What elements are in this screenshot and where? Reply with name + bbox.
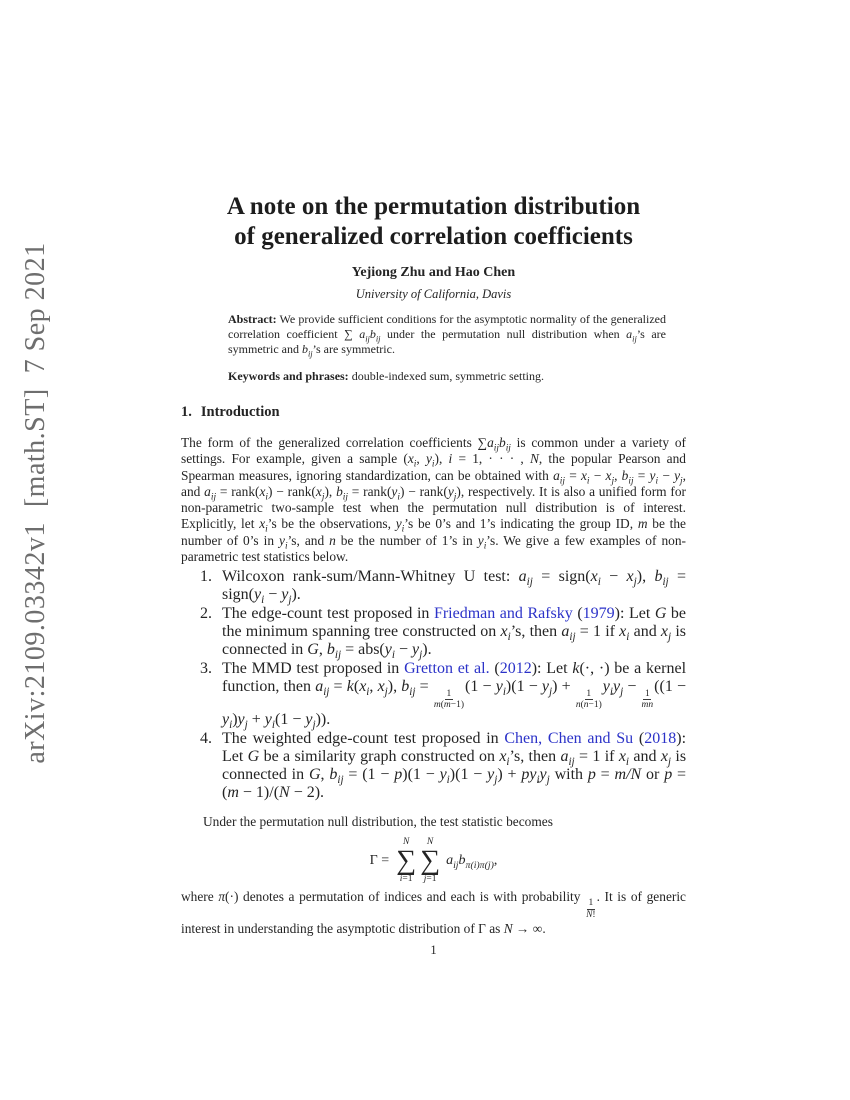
abstract-text: We provide sufficient conditions for the asymptotic normality of the generalized correlation coefficient ∑ $a_{ij}b_{ij}$ under the permutation null distribution when $a_{ij}’s$ are symmetric and $b_{ij}’s$ are symmetric. [228,312,667,359]
section-number: 1. [181,404,192,420]
section-title: Introduction [200,404,280,420]
section-heading [181,404,686,421]
list-item-1 [181,568,687,607]
paper-title [181,192,686,252]
citation-link[interactable]: 2012 [499,660,532,678]
sum-lower-limit: j=1 [423,874,437,885]
intro-paragraph-1: The form of the generalized correlation coefficients $\sum a_{ij}b_{ij}$ is common under a variety of settings. For example, given a sample ($x_i$, $y_i$), i = 1, · · · , N, the popular Pearson and Spearman measures, ignoring standardization, can be obtained with $a_{ij} = x_i - x_j$, $b_{ij} = y_i - y_j$, and $a_{ij}$ = $rank(x_i)$ − $rank(x_j)$, $b_{ij}$ = $rank(y_i)$ − $rank(y_j)$, respectively. It is also a unified form for non-parametric two-sample test when the permutation null distribution is of interest. Explicitly, let $x_i’s$ be the observations, $y_i’s$ be 0’s and 1’s indicating the group ID, m be the number of 0’s in $y_i’s$, and n be the number of 1’s in $y_i’s$. We give a few examples of non-parametric test statistics below. [181,435,687,565]
page-number: 1 [430,943,437,957]
authors-line: Yejiong Zhu and Hao Chen [351,265,516,280]
equation-lhs: Γ = [369,852,390,868]
sum-upper-limit: N [402,837,410,848]
item-text: The MMD test proposed in Gretton et al. (2012): Let k(·, ·) be a kernel function, then $a_{ij} = k(x_i$, $x_j$), $b_{ij}$ = $\frac{1}{m(m-1)}$ $(1 - y_i)(1 - y_j)$ + $\frac{1}{n(n-1)}$ $y_iy_j$ − $\frac{1}{mn}$ $((1 - y_i)y_j + y_i(1 - y_j))$. [222,660,687,732]
sigma-symbol: ∑ [396,845,417,877]
item-number: 4. [200,729,212,747]
keywords-text: double-indexed sum, symmetric setting. [351,369,544,383]
inline-fraction: $\frac{1}{n(n-1)}$ [575,688,602,711]
sigma-symbol: ∑ [420,845,441,877]
citation-link[interactable]: 1979 [582,605,615,623]
inline-fraction: $\frac{1}{m(m-1)}$ [433,688,465,711]
paragraph-test-statistic: Under the permutation null distribution, the test statistic becomes [203,813,553,829]
list-item-3 [181,660,687,732]
item-number: 1. [200,568,212,586]
summation-outer [396,837,416,884]
equation-rhs: $a_{ij}b_{\pi(i)\pi(j)}$, [446,852,498,871]
inline-fraction: $\frac{1}{mn}$ [641,688,654,711]
item-text: Wilcoxon rank-sum/Mann-Whitney U test: $a_{ij}$ = $sign(x_i - x_j)$, $b_{ij}$ = $sign(y_i - y_j)$. [222,568,687,607]
abstract-block [228,312,666,357]
paper-content [181,192,686,958]
arxiv-watermark: arXiv:2109.03342v1 [math.ST] 7 Sep 2021 [20,242,51,764]
display-equation [181,837,686,884]
affiliation-line: University of California, Davis [355,287,512,301]
item-text: The edge-count test proposed in Friedman and Rafsky (1979): Let G be the minimum spanning tree constructed on $x_i’s$, then $a_{ij} = 1$ if $x_i$ and $x_j$ is connected in G, $b_{ij} = abs(y_i - y_j)$. [222,605,687,662]
inline-fraction: $\frac{1}{N!}$ [586,898,596,921]
citation-link[interactable]: Friedman and Rafsky [433,605,573,623]
citation-link[interactable]: 2018 [644,729,677,747]
item-number: 3. [200,660,212,678]
sum-upper-limit: N [426,837,434,848]
sum-lower-limit: i=1 [399,874,413,885]
citation-link[interactable]: Gretton et al. [404,660,490,678]
item-text: The weighted edge-count test proposed in Chen, Chen and Su (2018): Let G be a similarity graph constructed on $x_i’s$, then $a_{ij} = 1$ if $x_i$ and $x_j$ is connected in G, $b_{ij} = (1 - p)(1 - y_i)(1 - y_j) + py_iy_j$ with p = m/N or p = (m − 1)/(N − 2). [222,729,687,801]
intro-paragraph-3: where π(·) denotes a permutation of indices and each is with probability $\frac{1}{N!}$ . It is of generic interest in understanding the asymptotic distribution of Γ as N → ∞. [181,889,687,936]
abstract-label: Abstract: [228,312,277,326]
list-item-2 [181,605,687,662]
examples-list [181,568,686,802]
keywords-block [228,369,666,384]
title-line-2: of generalized correlation coefficients [234,223,633,250]
title-line-1: A note on the permutation distribution [226,193,641,220]
keywords-label: Keywords and phrases: [228,369,349,383]
item-number: 2. [200,605,212,623]
citation-link[interactable]: Chen, Chen and Su [504,729,634,747]
summation-inner [420,837,440,884]
list-item-4 [181,730,686,802]
